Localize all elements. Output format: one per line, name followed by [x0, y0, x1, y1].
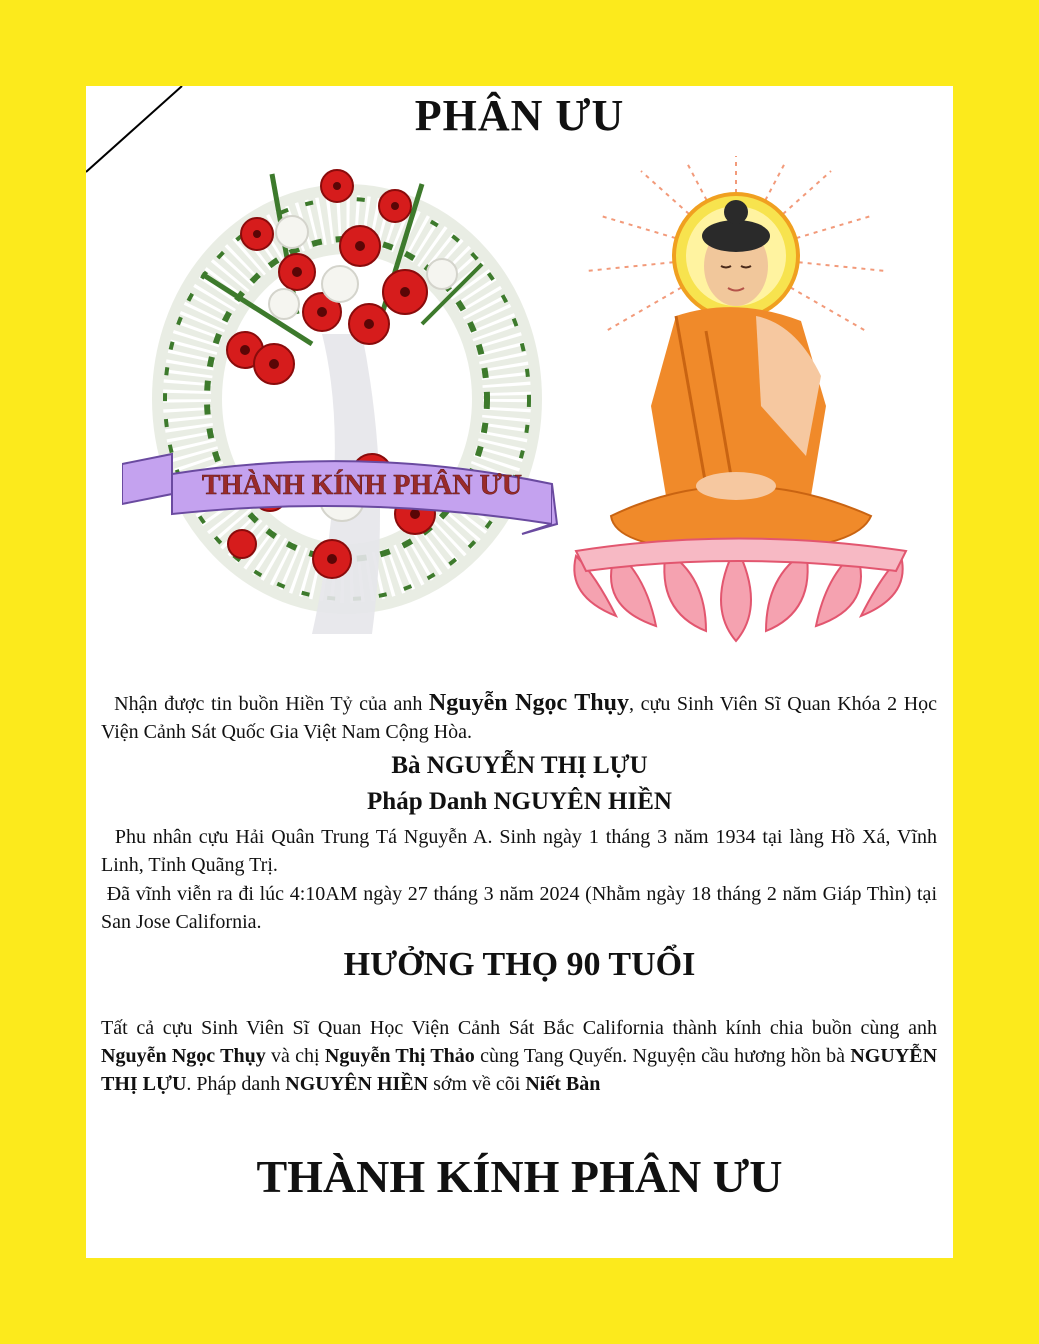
wreath-ribbon-text: THÀNH KÍNH PHÂN ƯU	[201, 470, 523, 501]
dharma-name: Pháp Danh NGUYÊN HIỀN	[367, 788, 672, 815]
details-birth	[101, 823, 937, 879]
condolence-name-3: NGUYỄN THỊ LỰU	[101, 1045, 938, 1095]
page-title: PHÂN ƯU	[414, 91, 625, 140]
details-death	[101, 880, 937, 936]
footer-heading: THÀNH KÍNH PHÂN ƯU	[256, 1151, 783, 1202]
condolence-paragraph	[101, 1014, 937, 1098]
age-heading: HƯỞNG THỌ 90 TUỔI	[343, 946, 696, 983]
details-death-text: Đã vĩnh viễn ra đi lúc 4:10AM ngày 27 tháng 3 năm 2024 (Nhằm ngày 18 tháng 2 năm Giáp Thìn) tại San Jose California.	[101, 883, 937, 933]
intro-text-post: , cựu Sinh Viên Sĩ Quan Khóa 2 Học Viện Cảnh Sát Quốc Gia Việt Nam Cộng Hòa.	[101, 693, 938, 743]
details-birth-text: Phu nhân cựu Hải Quân Trung Tá Nguyễn A. Sinh ngày 1 tháng 3 năm 1934 tại làng Hồ Xá, Vĩnh Linh, Tỉnh Quãng Trị.	[101, 826, 937, 876]
condolence-text-4: . Pháp danh	[186, 1073, 286, 1095]
condolence-name-1: Nguyễn Ngọc Thụy	[101, 1045, 266, 1067]
buddha-image	[556, 156, 936, 646]
intro-name: Nguyễn Ngọc Thụy	[428, 690, 630, 716]
condolence-text-3: cùng Tang Quyến. Nguyện cầu hương hồn bà	[474, 1045, 851, 1067]
condolence-text-2: và chị	[265, 1045, 325, 1067]
intro-text-pre: Nhận được tin buồn Hiền Tỷ của anh	[114, 693, 429, 715]
condolence-text-1: Tất cả cựu Sinh Viên Sĩ Quan Học Viện Cảnh Sát Bắc California thành kính chia buồn cùng anh	[101, 1017, 937, 1039]
condolence-text-5: sớm về cõi	[428, 1073, 526, 1095]
condolence-name-2: Nguyễn Thị Thảo	[324, 1045, 475, 1067]
condolence-name-4: NGUYÊN HIỀN	[285, 1073, 429, 1095]
intro-paragraph	[101, 689, 937, 746]
condolence-notice	[86, 86, 953, 1258]
condolence-name-5: Niết Bàn	[525, 1073, 601, 1095]
deceased-name: Bà NGUYỄN THỊ LỰU	[391, 752, 648, 779]
funeral-wreath-image	[122, 164, 562, 654]
